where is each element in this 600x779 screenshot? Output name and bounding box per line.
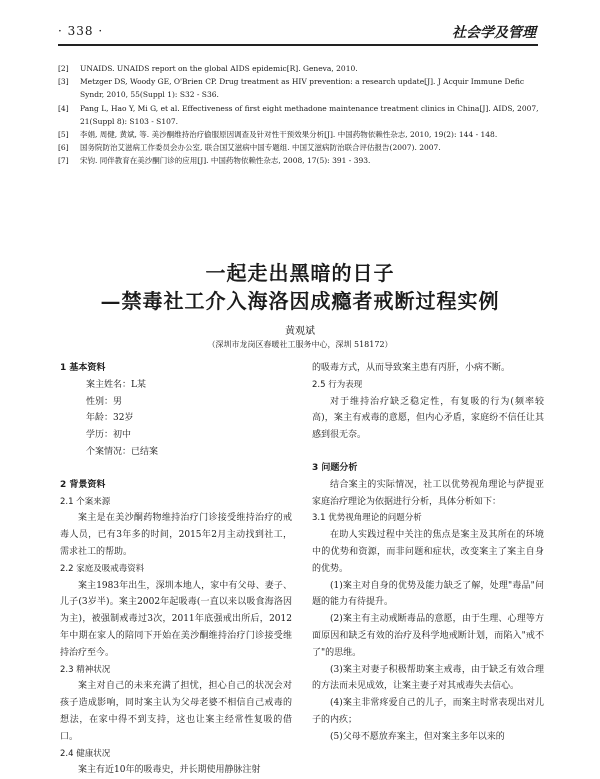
list-paragraph: (3)案主对妻子积极帮助案主戒毒，由于缺乏有效合理的方法而未见成效，让案主妻子对其戒毒失去信心。	[312, 664, 544, 692]
info-line: 学历：初中	[86, 430, 132, 441]
right-column	[312, 360, 544, 746]
paragraph: 案主对自己的未来充满了担忧，担心自己的状况会对孩子造成影响，同时案主认为父母老婆不相信自己戒毒的想法，在家中得不到支持，这也让案主经常性复吸的借口。	[60, 681, 292, 742]
reference-item: [4] Pang L, Hao Y, Mi G, et al. Effectiveness of first eight methadone maintenance treatment clinics in China[J]. AIDS, 2007, 21(Suppl 8): S103 - S107.	[58, 103, 539, 126]
article-title: 一起走出黑暗的日子	[205, 261, 395, 285]
subsection-heading: 2.3 精神状况	[60, 664, 111, 675]
article-subtitle: —禁毒社工介入海洛因成瘾者戒断过程实例	[100, 289, 500, 313]
paragraph-continued: 的吸毒方式，从而导致案主患有丙肝，小病不断。	[312, 363, 511, 373]
info-line: 个案情况：已结案	[86, 446, 159, 457]
left-column	[60, 360, 292, 779]
paragraph: 案主1983年出生，深圳本地人，家中有父母、妻子、儿子(3岁半)。案主2002年起吸毒(一直以来以吸食海洛因为主)，被强制戒毒过3次，2011年底强戒出所后，2012年中期在家人的陪同下开始在美沙酮维持治疗门诊接受维持治疗至今。	[60, 580, 292, 658]
list-paragraph: (1)案主对自身的优势及能力缺乏了解，处理"毒品"问题的能力有待提升。	[312, 580, 544, 608]
reference-item: [7] 宋钧. 同伴教育在美沙酮门诊的应用[J]. 中国药物依赖性杂志, 2008, 17(5): 391 - 393.	[58, 156, 371, 166]
reference-item: [3] Metzger DS, Woody GE, O'Brien CP. Drug treatment as HIV prevention: a research update[J]. J Acquir Immune Defic Syndr, 2010, 55(Suppl 1): S32 - S36.	[58, 77, 525, 100]
subsection-heading: 2.2 家庭及吸戒毒资料	[60, 563, 145, 574]
reference-item: [6] 国务院防治艾滋病工作委员会办公室, 联合国艾滋病中国专题组. 中国艾滋病防治联合评估报告(2007). 2007.	[58, 143, 441, 153]
section-heading: 3 问题分析	[312, 462, 358, 473]
paragraph: 结合案主的实际情况，社工以优势视角理论与萨提亚家庭治疗理论为依据进行分析，具体分析如下：	[312, 479, 544, 507]
header-divider	[58, 44, 538, 46]
reference-list	[58, 62, 540, 168]
section-heading: 2 背景资料	[60, 479, 106, 490]
subsection-heading: 2.1 个案来源	[60, 496, 111, 507]
author-name: 黄观斌	[285, 326, 315, 337]
page-number: · 338 ·	[58, 24, 104, 38]
paragraph: 对于维持治疗缺乏稳定性，有复吸的行为(频率较高)，案主有戒毒的意愿，但内心矛盾，家庭纷不信任让其感到很无奈。	[312, 396, 544, 441]
subsection-heading: 2.5 行为表现	[312, 379, 363, 390]
subsection-heading: 3.1 优势视角理论的问题分析	[312, 513, 422, 524]
list-paragraph: (4)案主非常疼爱自己的儿子，而案主时常表现出对儿子的内疚；	[312, 698, 544, 725]
paragraph: 在助人实践过程中关注的焦点是案主及其所在的环境中的优势和资源，而非问题和症状，改变案主了案主自身的优势。	[312, 530, 544, 574]
reference-item: [2] UNAIDS. UNAIDS report on the global AIDS epidemic[R]. Geneva, 2010.	[58, 64, 358, 73]
info-line: 案主姓名：L某	[86, 379, 146, 390]
section-heading: 1 基本资料	[60, 363, 106, 373]
info-line: 年龄：32岁	[86, 413, 134, 424]
journal-section-title: 社会学及管理	[452, 25, 536, 41]
paragraph: 案主有近10年的吸毒史，并长期使用静脉注射	[78, 765, 261, 776]
reference-item: [5] 李娟, 周健, 黄斌, 等. 美沙酮维持治疗偷服原因调查及针对性干预效果分析[J]. 中国药物依赖性杂志, 2010, 19(2): 144 - 148.	[58, 130, 498, 140]
list-paragraph: (5)父母不愿放弃案主，但对案主多年以来的	[330, 731, 505, 742]
author-affiliation: （深圳市龙岗区春暖社工服务中心，深圳 518172）	[207, 340, 393, 349]
info-line: 性别：男	[86, 396, 123, 407]
subsection-heading: 2.4 健康状况	[60, 748, 111, 759]
list-paragraph: (2)案主有主动戒断毒品的意愿，由于生理、心理等方面原因和缺乏有效的治疗及科学地戒断计划，而陷入"戒不了"的思维。	[312, 614, 544, 658]
paragraph: 案主是在美沙酮药物维持治疗门诊接受维持治疗的戒毒人员，已有3年多的时间，2015年2月主动找到社工，需求社工的帮助。	[60, 513, 292, 557]
